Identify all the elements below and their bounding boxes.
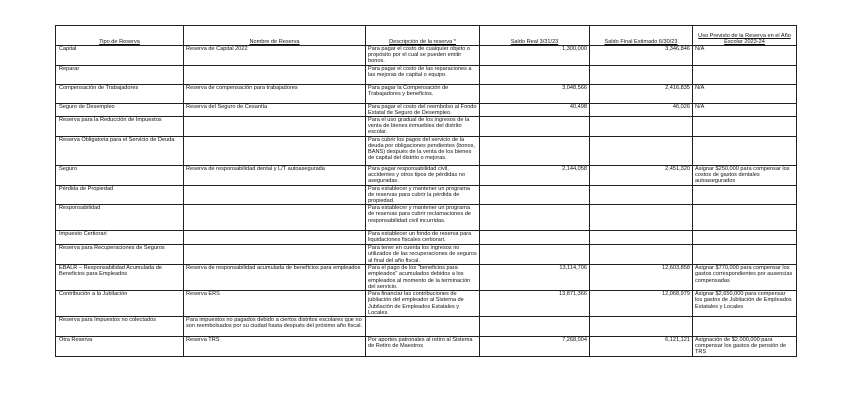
cell-saldo-final: 2,416,835 [590,84,693,103]
cell-saldo-real [480,245,590,265]
cell-descripcion: Para el pago de los "beneficios para empleados" acumulados debidos a los empleados al momento de la terminación del servicio. [366,265,480,291]
cell-uso-previsto [693,317,797,337]
header-uso-previsto: Uso Previsto de la Reserva en el Año Escolar 2023-24 [693,26,797,46]
cell-saldo-real: 3,048,566 [480,84,590,103]
table-row [56,291,797,317]
cell-saldo-final [590,245,693,265]
table-row [56,317,797,337]
cell-saldo-final: 12,068,979 [590,291,693,317]
cell-tipo: EBALR – Responsabilidad Acumulada de Beneficios para Empleados [56,265,184,291]
cell-saldo-final: 2,451,320 [590,165,693,185]
cell-nombre [184,117,366,137]
cell-nombre [184,136,366,165]
cell-nombre [184,205,366,231]
cell-tipo: Compensación de Trabajadores [56,84,184,103]
table-row [56,337,797,357]
cell-saldo-real: 13,114,706 [480,265,590,291]
cell-saldo-real: 1,300,000 [480,46,590,66]
cell-tipo: Reserva para Recuperaciones de Seguros [56,245,184,265]
cell-saldo-real [480,65,590,84]
cell-tipo: Reparar [56,65,184,84]
cell-saldo-real [480,231,590,245]
cell-saldo-final [590,205,693,231]
cell-nombre [184,185,366,205]
cell-descripcion: Para pagar el costo de las reparaciones a las mejoras de capital o equipo. [366,65,480,84]
cell-uso-previsto: Asignar $250,000 para compensar los costos de gastos dentales autoasegurados [693,165,797,185]
cell-uso-previsto: Asignar $770,000 para compensar los gastos correspondientes por ausencias compensadas [693,265,797,291]
cell-nombre [184,65,366,84]
cell-nombre: Reserva TRS [184,337,366,357]
cell-saldo-final: 12,603,858 [590,265,693,291]
cell-nombre [184,231,366,245]
cell-saldo-real [480,317,590,337]
cell-nombre: Reserva del Seguro de Cesantía [184,103,366,116]
cell-descripcion: Para establecer y mantener un programa de reservas para cubrir la pérdida de propiedad. [366,185,480,205]
table-row [56,136,797,165]
table-row [56,245,797,265]
cell-uso-previsto [693,117,797,137]
table-row [56,185,797,205]
cell-tipo: Pérdida de Propiedad [56,185,184,205]
cell-descripcion: Para el uso gradual de los ingresos de la venta de bienes inmuebles del distrito escolar. [366,117,480,137]
cell-nombre: Reserva de Capital 2022 [184,46,366,66]
cell-saldo-final [590,65,693,84]
cell-tipo: Otra Reserva [56,337,184,357]
cell-nombre: Para impuestos no pagados debido a ciertos distritos escolares que no son reembolsados por su ciudad hasta después del próximo año fiscal. [184,317,366,337]
cell-uso-previsto [693,245,797,265]
cell-saldo-real: 7,268,004 [480,337,590,357]
cell-tipo: Seguro [56,165,184,185]
cell-tipo: Responsabilidad [56,205,184,231]
cell-descripcion: Para financiar las contribuciones de jubilación del empleador al Sistema de Jubilación de Empleados Estatales y Locales. [366,291,480,317]
cell-saldo-final [590,231,693,245]
cell-nombre: Reserva de compensación para trabajadores [184,84,366,103]
cell-uso-previsto: Asignar $2,650,000 para compensar los gastos de Jubilación de Empleados Estatales y Locales [693,291,797,317]
header-tipo: Tipo de Reserva [56,26,184,46]
cell-uso-previsto [693,185,797,205]
cell-saldo-final [590,185,693,205]
cell-uso-previsto [693,205,797,231]
cell-tipo: Contribución a la Jubilación [56,291,184,317]
cell-saldo-real [480,205,590,231]
cell-descripcion: Para pagar responsabilidad civil, accidentes y otros tipos de pérdidas no aseguradas. [366,165,480,185]
header-nombre: Nombre de Reserva [184,26,366,46]
cell-descripcion: Para cubrir los pagos del servicio de la deuda por obligaciones pendientes (bonos, BANS) después de la venta de los bienes de capital del distrito o mejoras. [366,136,480,165]
cell-descripcion: Para establecer un fondo de reserva para liquidaciones fiscales certiorari. [366,231,480,245]
cell-saldo-final: 3,346,846 [590,46,693,66]
table-row [56,205,797,231]
cell-uso-previsto: Asignación de $2,000,000 para compensar los gastos de pensión de TRS [693,337,797,357]
reserves-table [55,25,797,357]
cell-uso-previsto [693,231,797,245]
cell-saldo-real [480,136,590,165]
cell-uso-previsto [693,136,797,165]
table-row [56,165,797,185]
cell-nombre [184,245,366,265]
cell-saldo-final: 6,121,121 [590,337,693,357]
table-row [56,265,797,291]
cell-nombre: Reserva de responsabilidad dental y L/T autoasegurada [184,165,366,185]
cell-descripcion: Para pagar el costo de cualquier objeto o propósito por el cual se pueden emitir bonos. [366,46,480,66]
cell-uso-previsto: N/A [693,46,797,66]
header-descripcion: Descripción de la reserva * [366,26,480,46]
cell-descripcion: Para establecer y mantener un programa de reservas para cubrir reclamaciones de responsabilidad civil incurridas. [366,205,480,231]
cell-tipo: Reserva para Impuestos no colectados [56,317,184,337]
table-row [56,103,797,116]
cell-descripcion: Por aportes patronales al retiro al Sistema de Retiro de Maestros [366,337,480,357]
header-saldo-real: Saldo Real 3/31/23 [480,26,590,46]
header-saldo-final: Saldo Final Estimado 6/30/23 [590,26,693,46]
cell-tipo: Seguro de Desempleo [56,103,184,116]
cell-saldo-real [480,185,590,205]
table-row [56,231,797,245]
cell-saldo-final: 46,026 [590,103,693,116]
table-header-row [56,26,797,46]
cell-saldo-final [590,136,693,165]
cell-saldo-real: 13,871,366 [480,291,590,317]
cell-saldo-real: 2,144,058 [480,165,590,185]
cell-tipo: Impuesto Certiorari [56,231,184,245]
cell-tipo: Reserva Obligatoria para el Servicio de Deuda [56,136,184,165]
table-row [56,46,797,66]
cell-uso-previsto [693,65,797,84]
table-row [56,84,797,103]
cell-nombre: Reserva ERS [184,291,366,317]
cell-descripcion: Para pagar la Compensación de Trabajadores y beneficios. [366,84,480,103]
cell-descripcion: Para pagar el costo del reembolso al Fondo Estatal de Seguro de Desempleo. [366,103,480,116]
cell-saldo-final [590,117,693,137]
cell-descripcion [366,317,480,337]
cell-descripcion: Para tener en cuenta los ingresos no utilizados de las recuperaciones de seguros al final del año fiscal. [366,245,480,265]
cell-uso-previsto: N/A [693,84,797,103]
cell-tipo: Capital [56,46,184,66]
table-row [56,117,797,137]
cell-tipo: Reserva para la Reducción de Impuestos [56,117,184,137]
cell-nombre: Reserva de responsabilidad acumulada de beneficios para empleados [184,265,366,291]
cell-saldo-real: 40,498 [480,103,590,116]
cell-saldo-final [590,317,693,337]
table-row [56,65,797,84]
cell-saldo-real [480,117,590,137]
cell-uso-previsto: N/A [693,103,797,116]
